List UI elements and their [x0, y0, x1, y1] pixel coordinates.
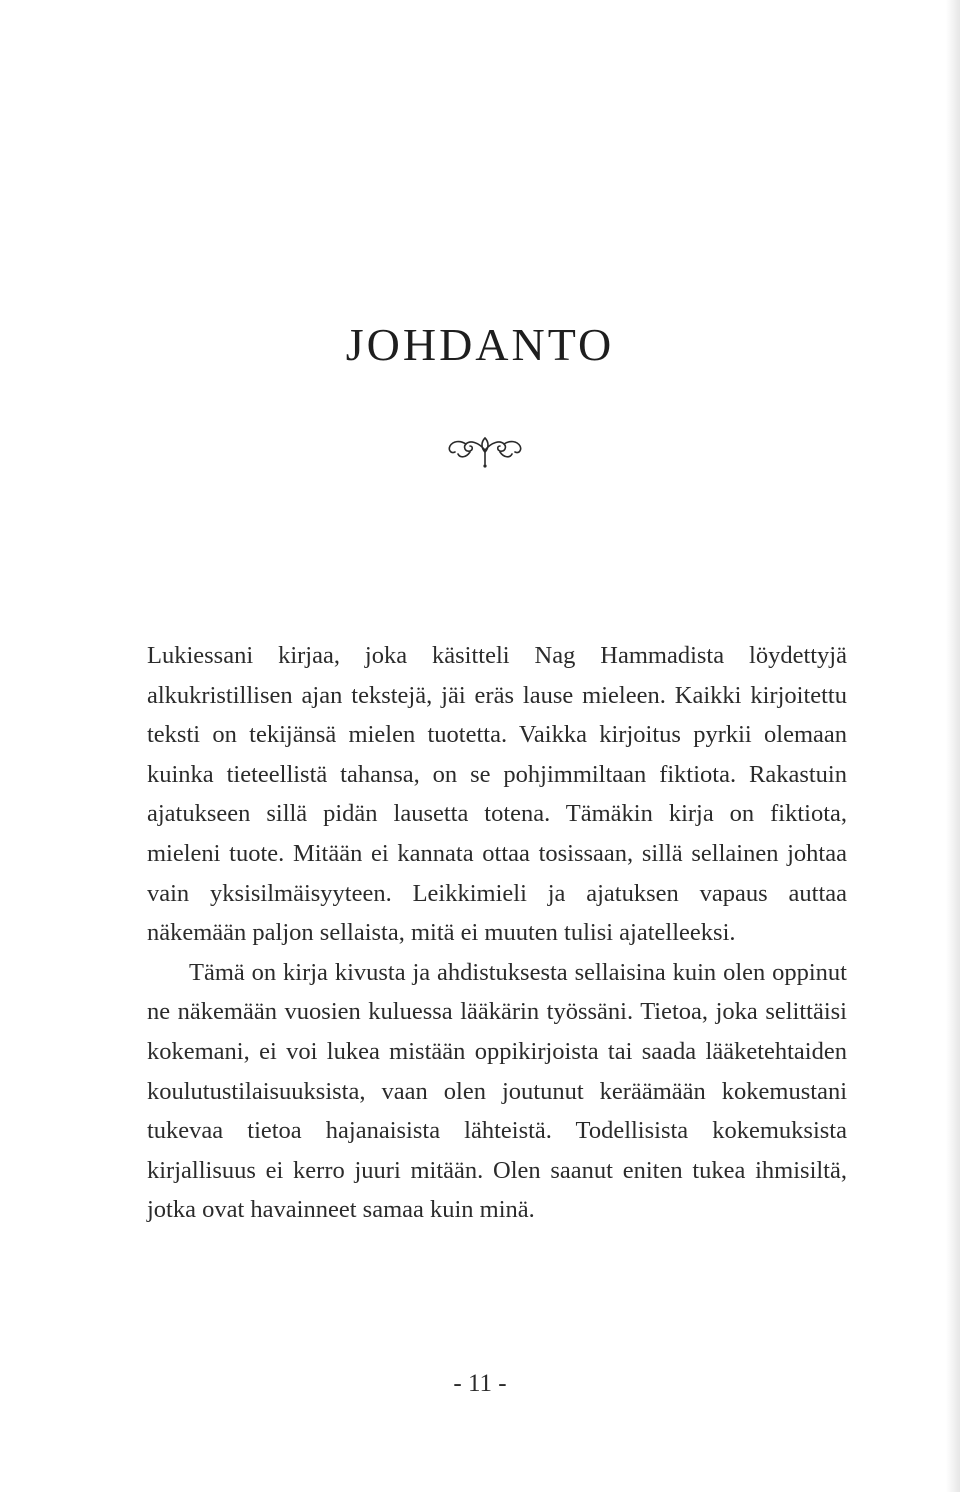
paragraph-2: Tämä on kirja kivusta ja ahdistuksesta sellaisina kuin olen oppinut ne näkemään vuosien kuluessa lääkärin työssäni. Tietoa, joka selittäisi kokemani, ei voi lukea mistään oppikirjoista tai saada lääketehtaiden koulutustilaisuuksista, vaan olen joutunut keräämään kokemustani tukevaa tietoa hajanaisista lähteistä. Todellisista kokemuksista kirjallisuus ei kerro juuri mitään. Olen saanut eniten tukea ihmisiltä, jotka ovat havainneet samaa kuin minä.: [147, 958, 847, 1224]
chapter-title: JOHDANTO: [345, 319, 615, 370]
body-text: [147, 636, 847, 1230]
page-number: - 11 -: [453, 1370, 507, 1397]
paragraph-1: Lukiessani kirjaa, joka käsitteli Nag Hammadista löydettyjä alkukristillisen ajan tekstejä, jäi eräs lause mieleen. Kaikki kirjoitettu teksti on tekijänsä mielen tuotetta. Vaikka kirjoitus pyrkii olemaan kuinka tieteellistä tahansa, on se pohjimmiltaan fiktiota. Rakastuin ajatukseen sillä pidän lausetta totena. Tämäkin kirja on fiktiota, mieleni tuote. Mitään ei kannata ottaa tosissaan, sillä sellainen johtaa vain yksisilmäisyyteen. Leikkimieli ja ajatuksen vapaus auttaa näkemään paljon sellaista, mitä ei muuten tulisi ajatelleeksi.: [147, 642, 847, 947]
page-edge-shadow: [946, 0, 960, 1492]
floral-ornament-icon: [440, 430, 530, 470]
